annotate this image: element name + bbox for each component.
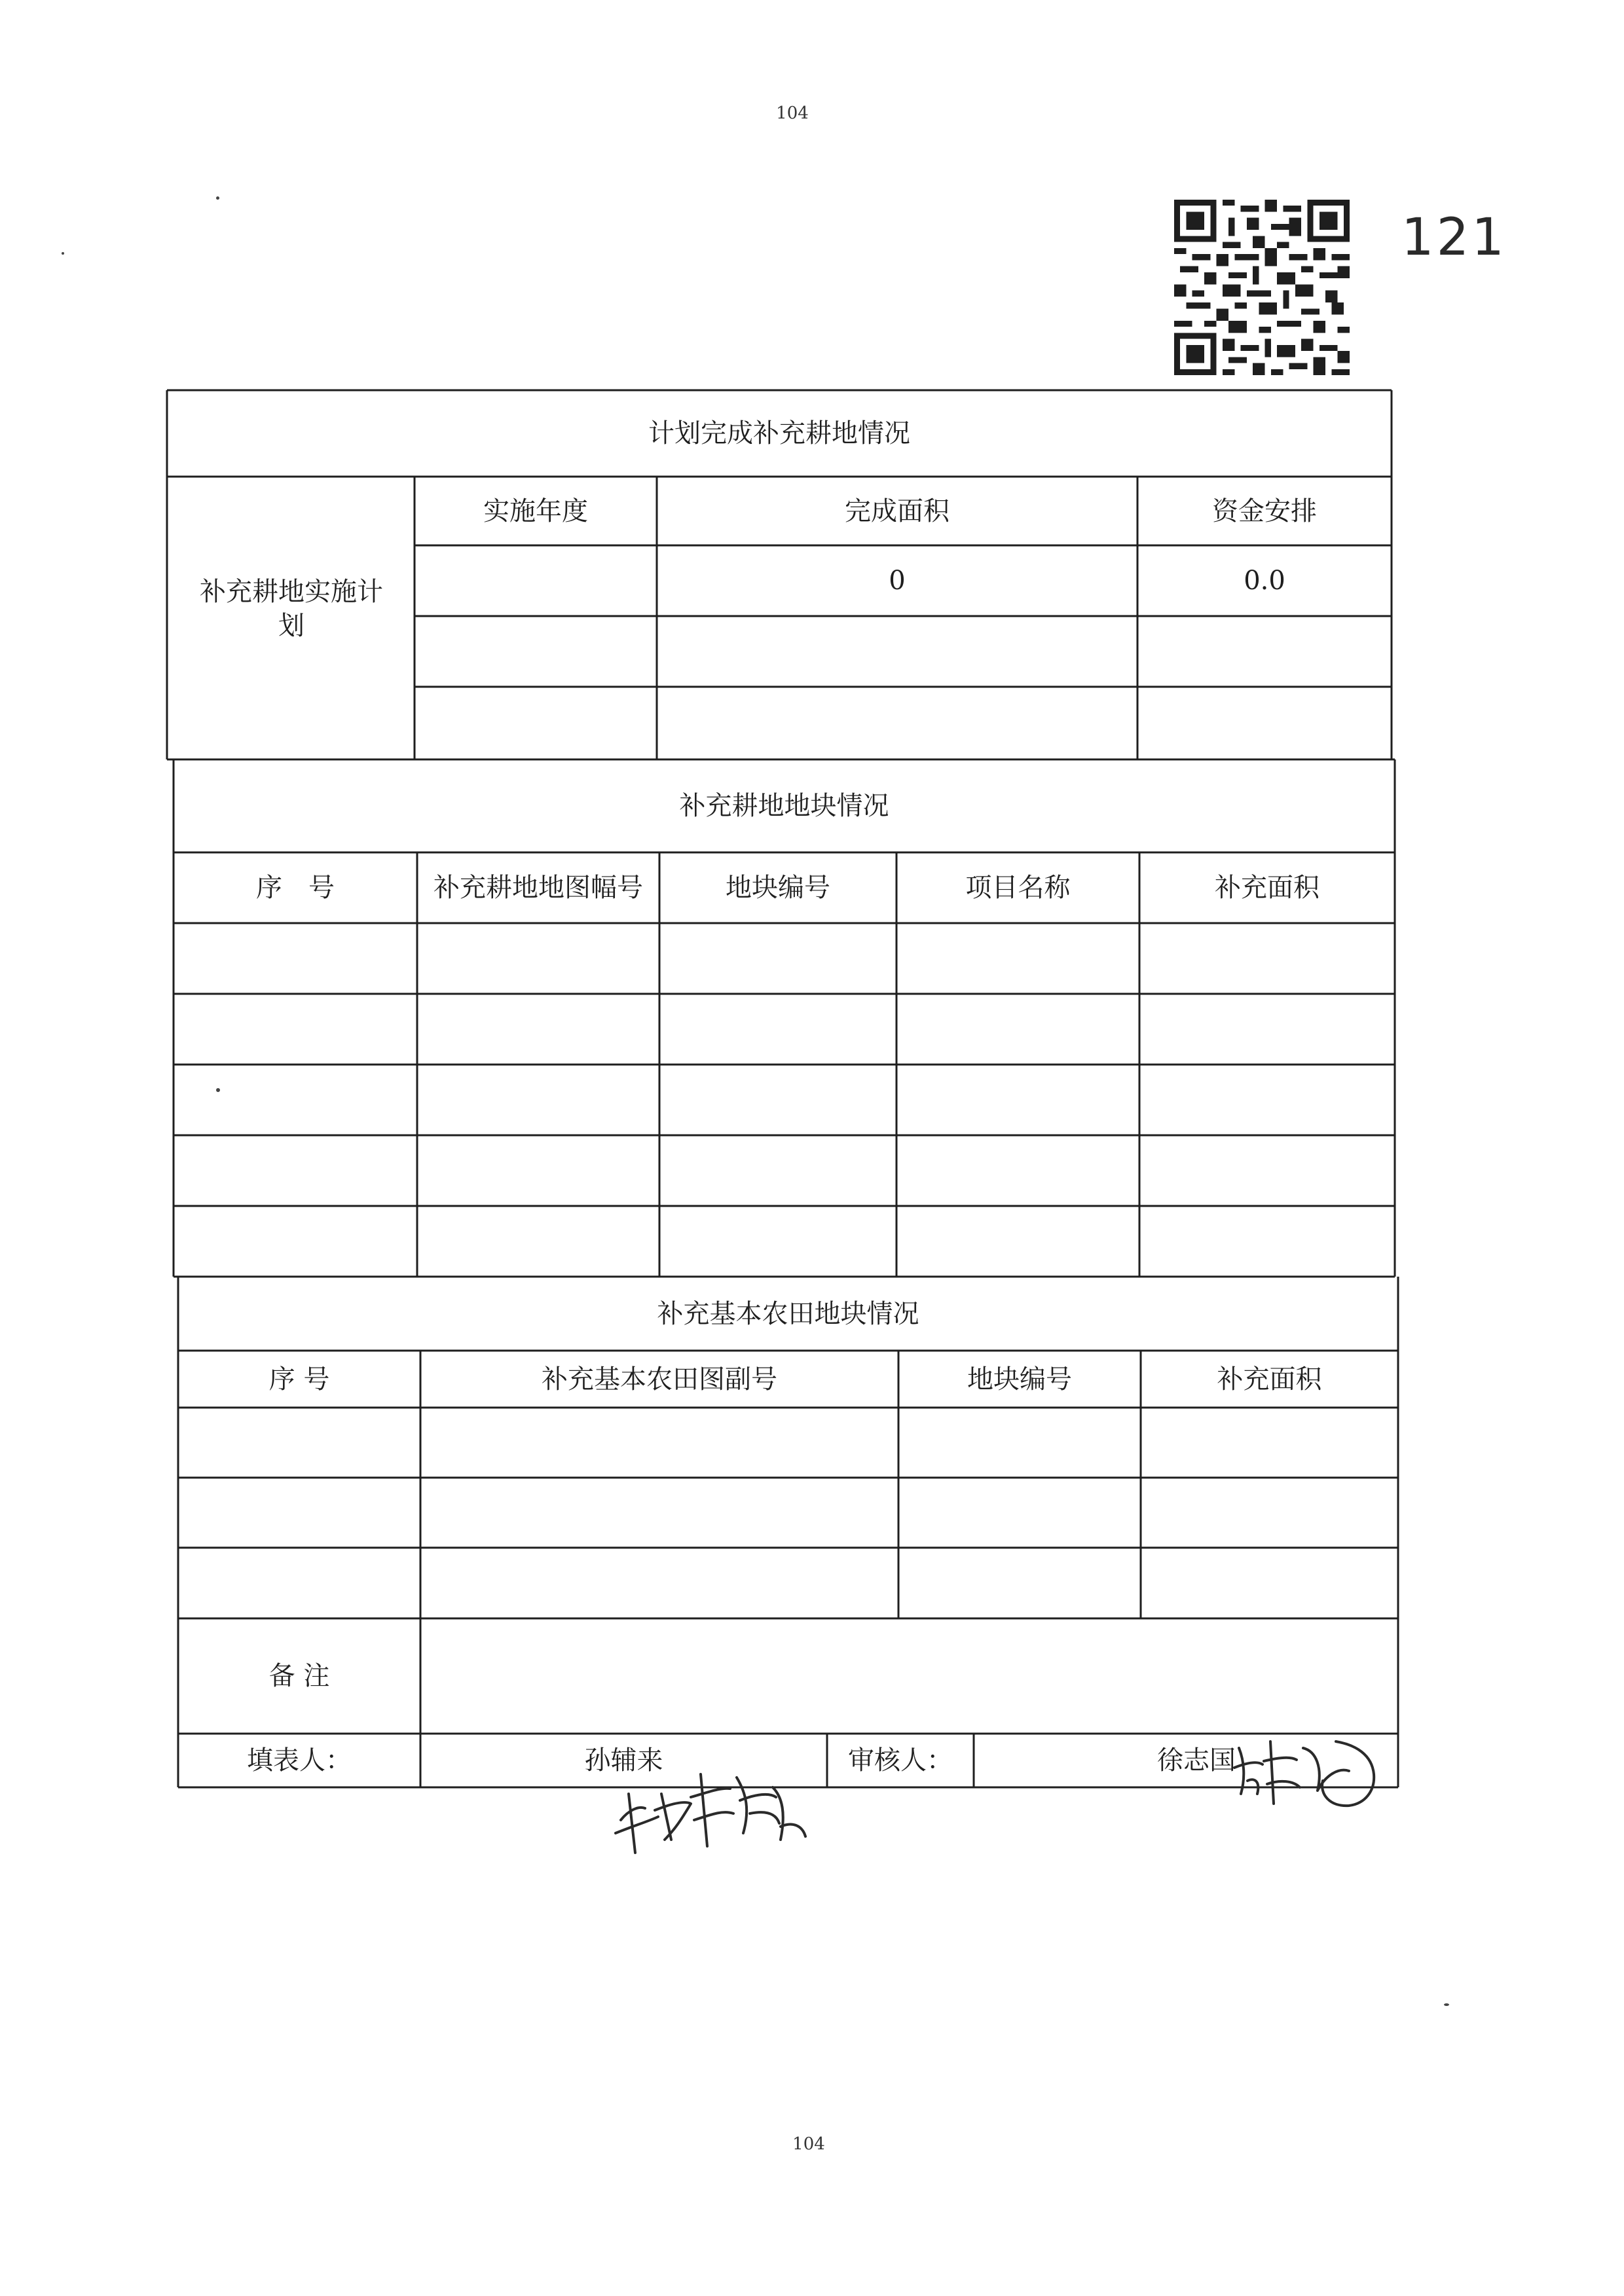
s1-row2-year: [415, 616, 657, 687]
filler-name: 孙辅来: [584, 1745, 663, 1776]
section2-title: 补充耕地地块情况: [679, 791, 889, 821]
s2-header-area: 补充面积: [1215, 873, 1320, 903]
section1-title: 计划完成补充耕地情况: [648, 418, 910, 448]
scan-speck: [1444, 2003, 1449, 2006]
scan-speck: [62, 252, 64, 255]
s3-header-parcel-number: 地块编号: [967, 1364, 1072, 1394]
scan-speck: [216, 1088, 220, 1092]
remarks-label: 备 注: [268, 1661, 330, 1691]
remarks-value: [420, 1618, 1398, 1734]
reviewer-label: 审核人：: [848, 1745, 953, 1776]
signature-reviewer: [1231, 1728, 1382, 1813]
signature-filler: [609, 1748, 812, 1866]
reviewer-name: 徐志国: [1157, 1745, 1236, 1776]
s1-row2-funding: [1137, 616, 1392, 687]
header-implementation-year: 实施年度: [483, 496, 588, 526]
header-completed-area: 完成面积: [845, 496, 950, 526]
filler-label: 填表人：: [247, 1745, 352, 1776]
s1-row3-funding: [1137, 687, 1392, 759]
s1-row1-year: [415, 545, 657, 616]
s1-row3-area: [657, 687, 1137, 759]
s3-header-serial: 序 号: [268, 1364, 330, 1394]
section1-row-label: 补充耕地实施计划: [200, 577, 383, 641]
s2-header-project-name: 项目名称: [965, 873, 1071, 903]
s3-header-map-sheet: 补充基本农田图副号: [542, 1364, 777, 1394]
s1-row1-funding: 0.0: [1244, 566, 1285, 596]
header-funding: 资金安排: [1212, 496, 1317, 526]
s1-row3-year: [415, 687, 657, 759]
s2-header-map-sheet: 补充耕地地图幅号: [434, 873, 643, 903]
document-number: 121: [1401, 208, 1507, 267]
s2-header-parcel-number: 地块编号: [726, 873, 830, 903]
s3-header-area: 补充面积: [1217, 1364, 1322, 1394]
page-number-top: 104: [776, 103, 809, 123]
s2-header-serial: 序 号: [256, 873, 335, 903]
s1-row2-area: [657, 616, 1137, 687]
section3-title: 补充基本农田地块情况: [657, 1298, 919, 1329]
s1-row1-area: 0: [889, 566, 906, 596]
page-number-bottom: 104: [792, 2134, 825, 2154]
scan-speck: [216, 196, 219, 200]
